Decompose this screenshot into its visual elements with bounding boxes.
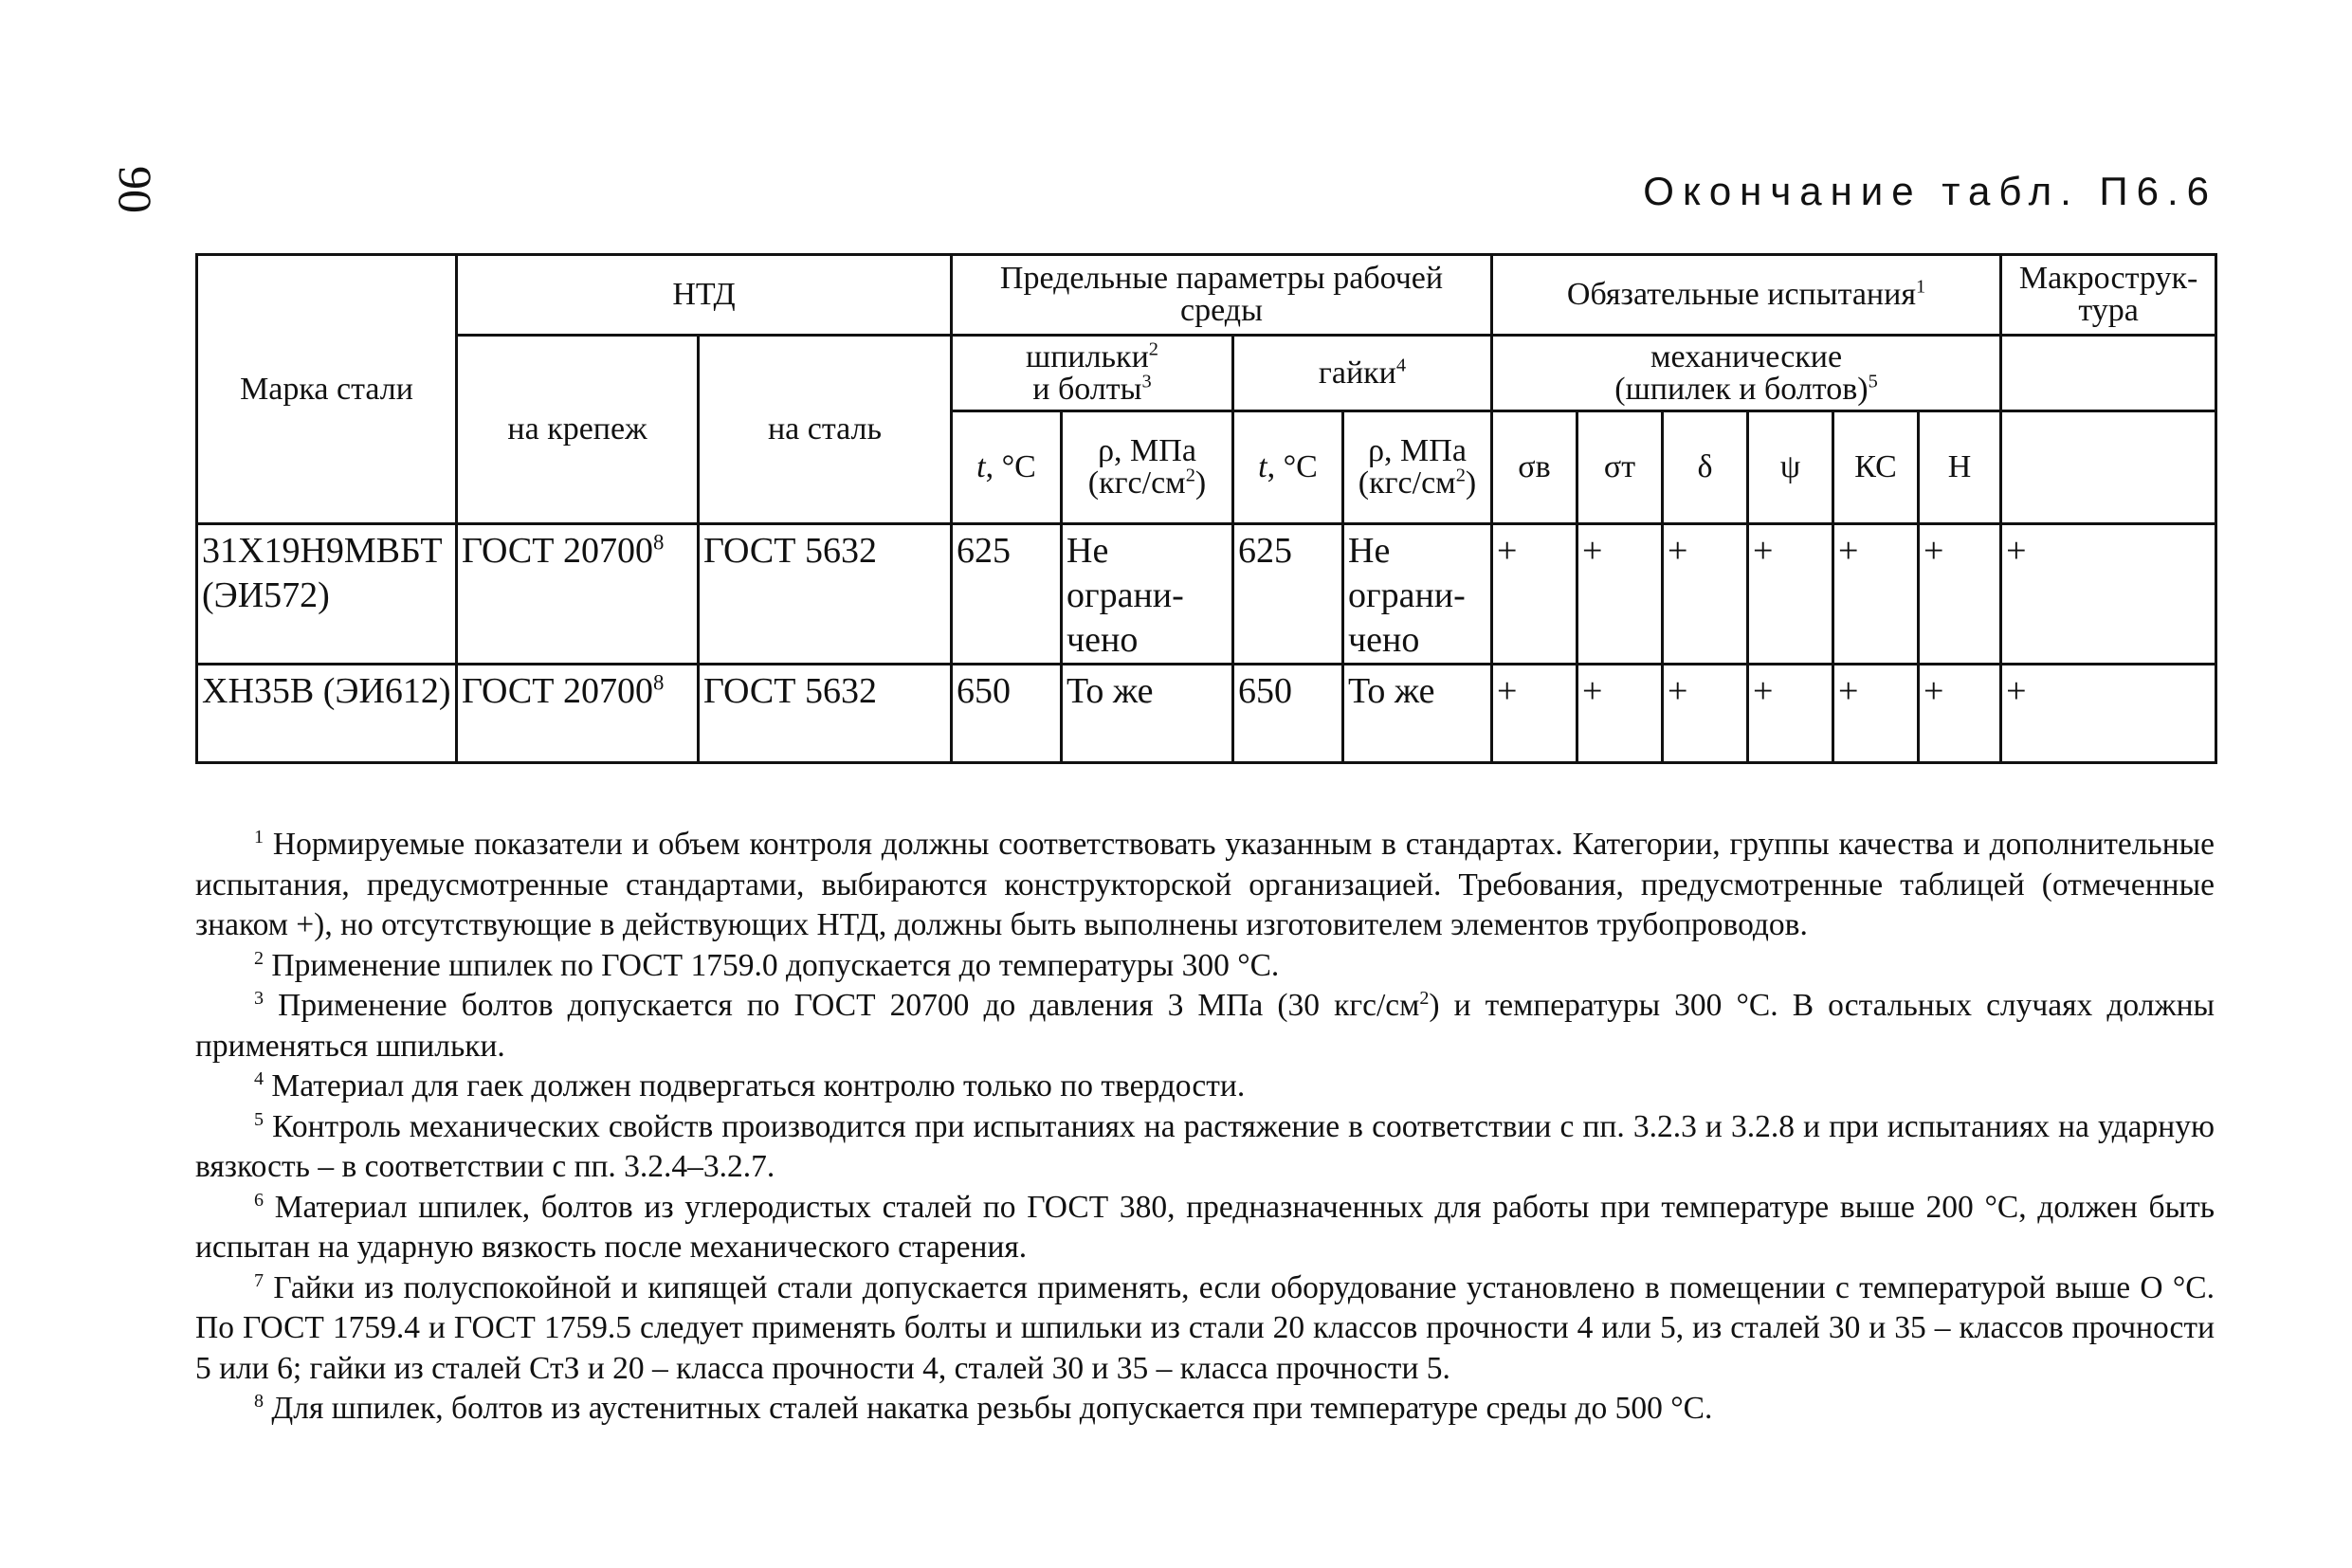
header-macro: Макрострук-тура	[2001, 255, 2216, 336]
footnote-7: $^7$ Гайки из полуспокойной и кипящей стали допускается применять, если оборудование установлено в помещении с температурой выше О °С. По ГОСТ 1759.4 и ГОСТ 1759.5 следует применять болты и шпильки из стали 20 классов прочности 4 или 5, из сталей 30 и 35 – классов прочности 5 или 6; гайки из сталей СтЗ и 20 – класса прочности 4, сталей 30 и 35 – класса прочности 5.	[195, 1269, 2215, 1386]
header-bolt-temp: t, °С	[952, 411, 1062, 524]
cell-kc: +	[1833, 524, 1919, 665]
cell-sigma-v: +	[1492, 524, 1577, 665]
cell-sigma-v: +	[1492, 665, 1577, 763]
cell-h: +	[1919, 524, 2001, 665]
footnote-3: $^3$ Применение болтов допускается по ГОСТ 20700 до давления 3 МПа (30 кгс/$см^2$) и температуры 300 °С. В остальных случаях должны применяться шпильки.	[195, 987, 2215, 1064]
footnotes	[195, 825, 2215, 1430]
footnote-6: $^6$ Материал шпилек, болтов из углеродистых сталей по ГОСТ 380, предназначенных для работы при температуре выше 200 °С, должен быть испытан на ударную вязкость после механического старения.	[195, 1189, 2215, 1265]
footnote-8: $^8$ Для шпилек, болтов из аустенитных сталей накатка резьбы допускается при температуре среды до 500 °С.	[254, 1390, 1713, 1426]
header-delta: δ	[1663, 411, 1748, 524]
table-caption: Окончание табл. П6.6	[1643, 169, 2217, 213]
header-bolt-pressure: ρ, МПа $(кгс/см^2)$	[1062, 411, 1233, 524]
header-limits: Предельные параметры рабочей среды	[952, 255, 1492, 336]
cell-kc: +	[1833, 665, 1919, 763]
cell-ntd-steel: ГОСТ 5632	[699, 524, 952, 665]
cell-grade: 31Х19Н9МВБТ (ЭИ572)	[197, 524, 457, 665]
header-nut-pressure: ρ, МПа $(кгс/см^2)$	[1343, 411, 1492, 524]
header-ntd-fasteners: на крепеж	[457, 336, 699, 524]
cell-nut-temp: 650	[1233, 665, 1343, 763]
header-psi: ψ	[1748, 411, 1833, 524]
header-ntd-steel: на сталь	[699, 336, 952, 524]
header-mechanical: механические (шпилек и болтов)$^5$	[1492, 336, 2001, 411]
header-nuts: гайки$^4$	[1233, 336, 1492, 411]
page-number: 90	[109, 166, 162, 213]
header-h: Н	[1919, 411, 2001, 524]
header-macro-empty-2	[2001, 411, 2216, 524]
cell-sigma-t: +	[1577, 665, 1663, 763]
header-steel-grade: Марка стали	[197, 255, 457, 524]
table-row	[197, 524, 2216, 665]
cell-macro: +	[2001, 665, 2216, 763]
cell-sigma-t: +	[1577, 524, 1663, 665]
cell-bolt-temp: 650	[952, 665, 1062, 763]
cell-ntd-fasteners: ГОСТ 20700$^8$	[457, 665, 699, 763]
cell-psi: +	[1748, 524, 1833, 665]
cell-h: +	[1919, 665, 2001, 763]
cell-psi: +	[1748, 665, 1833, 763]
table-row	[197, 665, 2216, 763]
cell-nut-pressure: Не ограни-чено	[1343, 524, 1492, 665]
header-macro-empty	[2001, 336, 2216, 411]
footnote-5: $^5$ Контроль механических свойств производится при испытаниях на растяжение в соответствии с пп. 3.2.3 и 3.2.8 и при испытаниях на ударную вязкость – в соответствии с пп. 3.2.4–3.2.7.	[195, 1108, 2215, 1184]
cell-ntd-steel: ГОСТ 5632	[699, 665, 952, 763]
header-kc: КС	[1833, 411, 1919, 524]
cell-ntd-fasteners: ГОСТ 20700$^8$	[457, 524, 699, 665]
cell-bolt-temp: 625	[952, 524, 1062, 665]
header-ntd: НТД	[457, 255, 952, 336]
footnote-2: $^2$ Применение шпилек по ГОСТ 1759.0 допускается до температуры 300 °С.	[254, 947, 1280, 983]
cell-nut-pressure: То же	[1343, 665, 1492, 763]
cell-nut-temp: 625	[1233, 524, 1343, 665]
cell-macro: +	[2001, 524, 2216, 665]
cell-delta: +	[1663, 665, 1748, 763]
footnote-1: $^1$ Нормируемые показатели и объем контроля должны соответствовать указанным в стандартах. Категории, группы качества и дополнительные испытания, предусмотренные стандартами, выбираются конструкторской организацией. Требования, предусмотренные таблицей (отмеченные знаком +), но отсутствующие в действующих НТД, должны быть выполнены изготовителем элементов трубопроводов.	[195, 826, 2215, 942]
header-tests: Обязательные испытания$^1$	[1492, 255, 2001, 336]
header-nut-temp: t, °С	[1233, 411, 1343, 524]
steel-table	[195, 253, 2217, 764]
cell-delta: +	[1663, 524, 1748, 665]
cell-bolt-pressure: То же	[1062, 665, 1233, 763]
cell-bolt-pressure: Не ограни-чено	[1062, 524, 1233, 665]
header-studs-bolts: шпильки$^2$ и болты$^3$	[952, 336, 1233, 411]
header-sigma-v: σв	[1492, 411, 1577, 524]
cell-grade: ХН35В (ЭИ612)	[197, 665, 457, 763]
footnote-4: $^4$ Материал для гаек должен подвергаться контролю только по твердости.	[254, 1067, 1246, 1103]
header-sigma-t: σт	[1577, 411, 1663, 524]
